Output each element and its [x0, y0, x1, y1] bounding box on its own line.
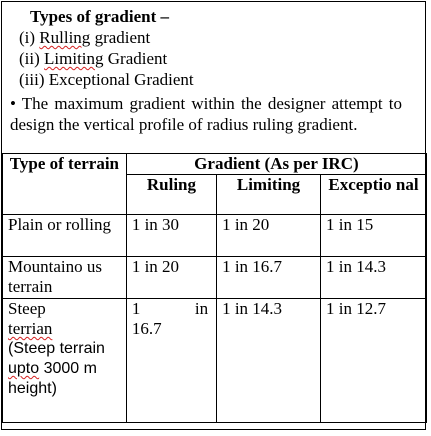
terrain-cell: Steep terrian (Steep terrain upto 3000 m height): [3, 299, 127, 423]
gradient-type-item: (iii) Exceptional Gradient: [19, 70, 194, 89]
table-row: [3, 215, 427, 257]
content-frame: [1, 1, 426, 430]
header-ruling: Ruling: [126, 175, 216, 215]
intro-section: [2, 2, 427, 154]
limiting-cell: 1 in 16.7: [217, 257, 321, 299]
header-limiting: Limiting: [217, 175, 321, 215]
terrain-cell: Mountaino us terrain: [3, 257, 127, 299]
ruling-cell: 1 in 16.7: [126, 299, 216, 423]
exceptional-cell: 1 in 14.3: [320, 257, 426, 299]
ruling-cell: 1 in 20: [126, 257, 216, 299]
bullet-paragraph: • The maximum gradient within the designer attempt to design the vertical profile of radius ruling gradient.: [10, 94, 402, 134]
terrain-cell: Plain or rolling: [3, 215, 127, 257]
gradient-table: [2, 153, 427, 423]
exceptional-cell: 1 in 15: [320, 215, 426, 257]
limiting-cell: 1 in 14.3: [217, 299, 321, 423]
gradient-types-list: [19, 27, 194, 90]
gradient-type-item: (i) Rulling gradient: [19, 28, 151, 47]
limiting-cell: 1 in 20: [217, 215, 321, 257]
table-row: [3, 257, 427, 299]
gradient-type-item: (ii) Limiting Gradient: [19, 49, 168, 68]
header-gradient: Gradient (As per IRC): [126, 154, 426, 175]
ruling-cell: 1 in 30: [126, 215, 216, 257]
header-exceptional: Exceptio nal: [320, 175, 426, 215]
table-row: [3, 299, 427, 423]
exceptional-cell: 1 in 12.7: [320, 299, 426, 423]
header-terrain: Type of terrain: [3, 154, 127, 215]
section-heading: Types of gradient –: [30, 7, 169, 26]
